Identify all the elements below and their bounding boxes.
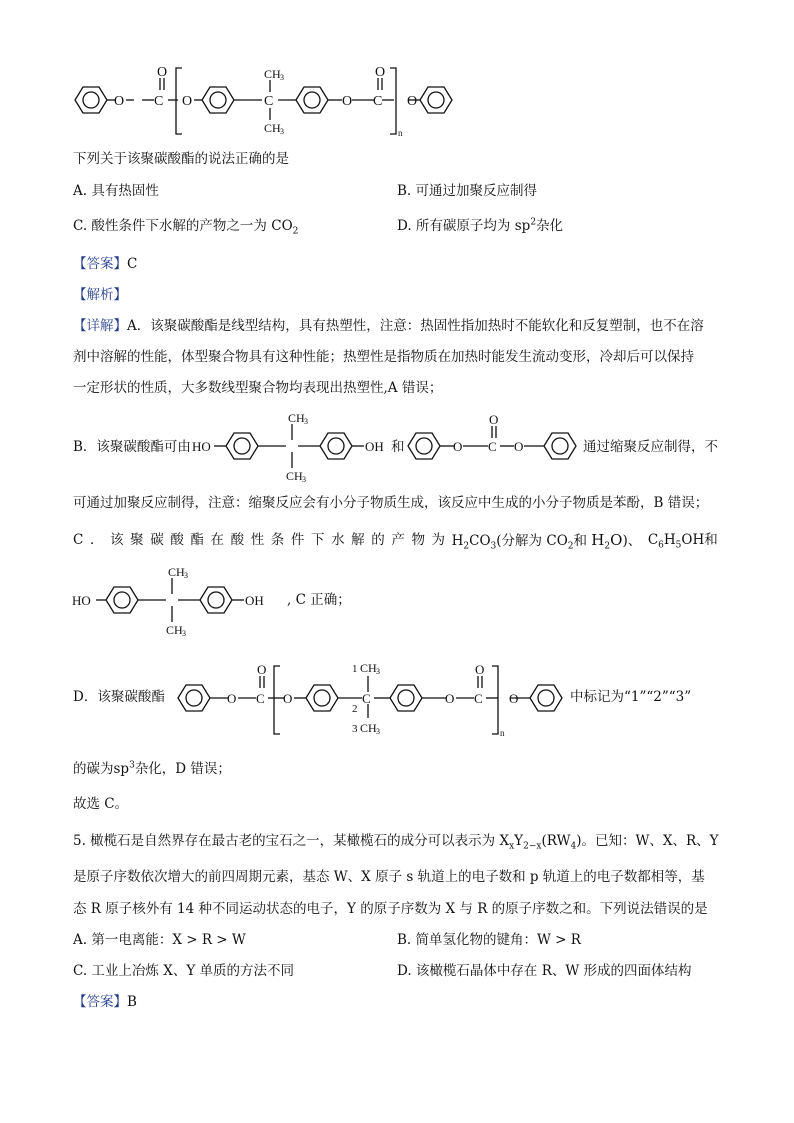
- detail-b-suffix: 通过缩聚反应制得，不: [583, 439, 718, 455]
- detail-a-line-3: 一定形状的性质，大多数线型聚合物均表现出热塑性,A 错误；: [73, 380, 443, 396]
- o-atom: O: [157, 65, 168, 80]
- o-atom: O: [514, 439, 524, 454]
- olivine-formula: $X_xY_{2-x}(RW_4)$: [499, 833, 582, 852]
- o-atom: O: [182, 94, 193, 109]
- detail-c-line: C ． 该 聚 碳 酸 酯 在 酸 性 条 件 下 水 解 的 产 物 为 $H_2CO_3$(分解为 $CO_2$和 $H_2O$)、 $C_6H_5OH$和: [73, 531, 718, 552]
- option-c: C. 酸性条件下水解的产物之一为 $CO_2$: [73, 218, 299, 237]
- detail-a-line-1: 【详解】A．该聚碳酸酯是线型结构，具有热塑性，注意：热固性指加热时不能软化和反复塑制，也不在溶: [73, 318, 704, 334]
- methyl: CH: [168, 565, 185, 579]
- methyl: CH: [264, 121, 281, 135]
- q5-option-b: B. 简单氢化物的键角：W > R: [397, 932, 581, 948]
- detail-d-suffix: 中标记为“1”“2”“3”: [570, 689, 692, 705]
- methyl: CH: [360, 721, 377, 735]
- question-stem: 下列关于该聚碳酸酯的说法正确的是: [73, 151, 289, 167]
- analysis-tag: 【解析】: [73, 287, 127, 303]
- c-atom: C: [256, 691, 265, 706]
- answer-tag: 【答案】: [73, 256, 127, 272]
- methyl-sub: 3: [280, 73, 284, 82]
- repeat-n: n: [398, 128, 403, 138]
- methyl: CH: [360, 661, 377, 675]
- label-1: 1: [352, 663, 358, 675]
- q5-answer-line: [73, 992, 137, 1012]
- polymer-structure-labeled: [174, 654, 574, 744]
- oh-group: OH: [365, 439, 384, 454]
- c-atom: C: [362, 691, 371, 706]
- detail-c-correct: , C 正确；: [287, 592, 351, 608]
- q5-option-d: D. 该橄榄石晶体中存在 R、W 形成的四面体结构: [397, 963, 692, 979]
- c-atom: C: [264, 94, 274, 109]
- methyl: CH: [264, 67, 281, 81]
- answer-line: [73, 254, 137, 274]
- detail-d-line-2: 的碳为$sp^3$杂化，D 错误；: [73, 760, 231, 777]
- o-atom: O: [475, 662, 485, 677]
- diphenyl-carbonate-structure: [404, 408, 584, 484]
- o-atom: O: [257, 662, 267, 677]
- methyl: CH: [166, 623, 183, 637]
- o-atom: O: [283, 691, 293, 706]
- o-atom: O: [114, 94, 125, 109]
- methyl-sub: 3: [302, 475, 306, 484]
- methyl-sub: 3: [184, 571, 188, 580]
- answer-value: B: [127, 994, 137, 1010]
- methyl: CH: [288, 411, 305, 425]
- choose-line: 故选 C。: [73, 796, 129, 812]
- methyl-sub: 3: [280, 127, 284, 136]
- detail-tag: 【详解】: [73, 318, 127, 334]
- detail-a-line-2: 剂中溶解的性能，体型聚合物具有这种性能；热塑性是指物质在加热时能发生流动变形，冷却后可以保持: [73, 349, 694, 365]
- ho-group: HO: [192, 439, 211, 454]
- methyl-sub: 3: [376, 727, 380, 736]
- o-atom: O: [489, 412, 499, 427]
- o-atom: O: [375, 65, 386, 80]
- o-atom: O: [342, 94, 353, 109]
- bisphenol-a-structure-c: [72, 562, 287, 638]
- c-atom: C: [373, 94, 383, 109]
- bisphenol-a-structure: [192, 408, 392, 484]
- option-b: B. 可通过加聚反应制得: [397, 183, 538, 199]
- detail-b-and: 和: [391, 439, 405, 455]
- methyl-sub: 3: [376, 667, 380, 676]
- answer-tag: 【答案】: [73, 994, 127, 1010]
- o-atom: O: [509, 691, 519, 706]
- methyl-sub: 3: [182, 629, 186, 638]
- q5-stem-line-3: 态 R 原子核外有 14 种不同运动状态的电子，Y 的原子序数为 X 与 R 的原子序数之和。下列说法错误的是: [73, 901, 708, 917]
- q5-option-a: A. 第一电离能：X > R > W: [73, 932, 246, 948]
- option-d: D. 所有碳原子均为 $sp^2$杂化: [397, 217, 564, 234]
- c-atom: C: [488, 439, 497, 454]
- answer-value: C: [127, 256, 138, 272]
- repeat-n: n: [500, 728, 505, 738]
- o-atom: O: [407, 94, 418, 109]
- o-atom: O: [453, 439, 463, 454]
- detail-b-prefix: B．该聚碳酸酯可由: [73, 439, 191, 455]
- o-atom: O: [445, 691, 455, 706]
- ho-group: HO: [72, 593, 91, 608]
- o-atom: O: [227, 691, 237, 706]
- q5-stem-line-2: 是原子序数依次增大的前四周期元素，基态 W、X 原子 s 轨道上的电子数和 p 轨道上的电子数都相等，基: [73, 869, 705, 885]
- methyl: CH: [286, 469, 303, 483]
- polymer-structure-top: [70, 58, 480, 148]
- label-3: 3: [352, 723, 358, 735]
- detail-b-line-2: 可通过加聚反应制得，注意：缩聚反应会有小分子物质生成，该反应中生成的小分子物质是苯酚，B 错误；: [73, 495, 709, 511]
- q5-option-c: C. 工业上冶炼 X、Y 单质的方法不同: [73, 963, 295, 979]
- label-2: 2: [352, 703, 358, 715]
- oh-group: OH: [245, 593, 264, 608]
- methyl-sub: 3: [304, 417, 308, 426]
- c-atom: C: [154, 94, 164, 109]
- q5-stem-line-1: 5. 橄榄石是自然界存在最古老的宝石之一，某橄榄石的成分可以表示为 $X_xY_{2-x}(RW_4)$。已知：W、X、R、Y: [73, 833, 719, 852]
- option-a: A. 具有热固性: [73, 183, 159, 199]
- detail-d-prefix: D．该聚碳酸酯: [73, 689, 165, 705]
- c-atom: C: [474, 691, 483, 706]
